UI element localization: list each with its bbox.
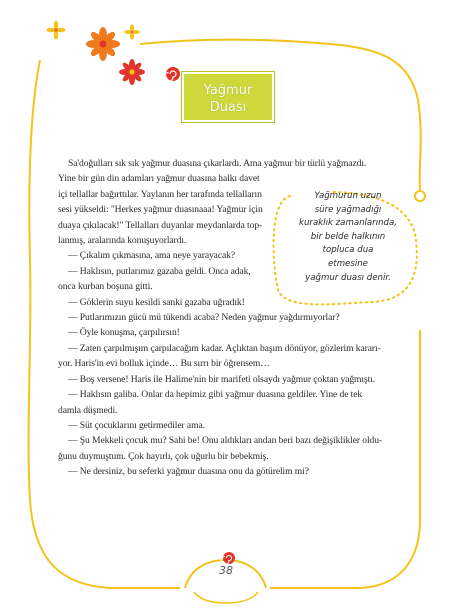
text-line: — Haklısın, putlarımız gazaba geldi. Onca adak, [68, 265, 251, 277]
text-line: ğunu duymuştum. Çok hayırlı, çok uğurlu bir bebekmiş. [58, 450, 269, 462]
text-line: — Ne dersiniz, bu seferki yağmur duasına onu da götürelim mi? [68, 466, 309, 478]
text-line: — Süt çocuklarını getirmediler ama. [68, 419, 205, 431]
note-line: etmesine [328, 258, 368, 269]
note-line: Yağmurun uzun [314, 191, 382, 201]
text-line: — Boş versene! Haris ile Halime'nin bir marifeti olsaydı yağmur çoktan yağmıştı. [68, 373, 376, 385]
flower-icon [119, 59, 145, 85]
text-line: — Zaten çarpılmışım çarpılacağım kadar. Açlıktan başım dönüyor, gözlerim kararı- [68, 342, 381, 354]
text-line: — Putlarımızın gücü mü tükendi acaba? Neden yağmur yağdırmıyorlar? [68, 312, 340, 324]
text-line: damla düşmedi. [58, 404, 118, 416]
text-line: lanmış, aralarında konuşuyorlardı. [58, 235, 187, 247]
text-line: — Göklerin suyu kesildi sanki gazaba uğradık! [68, 296, 245, 308]
text-line: sesi yükseldi: "Herkes yağmur duasınaaa! Yağmur için [58, 204, 263, 216]
flower-icon [86, 27, 120, 61]
text-line: yor. Haris'in evi bolluk içinde… Bu sırrı bir öğrensem… [58, 358, 270, 370]
text-line: içi tellallar bağırttılar. Yaylanın her tarafında tellalların [58, 188, 262, 200]
flower-icon [47, 21, 66, 40]
note-line: yağmur duası denir. [305, 272, 391, 283]
frame-curl-right [418, 100, 421, 190]
note-line: kuraklık zamanlarında, [298, 218, 398, 229]
chapter-title-line-1: Yağmur [203, 83, 253, 98]
page-number: 38 [219, 564, 233, 577]
text-line: duaya çıkılacak!" Tellalları duyanlar meydanlarda top- [58, 219, 263, 231]
text-line: — Öyle konuşma, çarpılırsın! [68, 327, 180, 339]
text-line: Yine bir gün din adamları yağmur duasına halkı davet [58, 173, 260, 185]
spiral-icon [221, 552, 235, 565]
story-text [58, 156, 416, 480]
note-line: süre yağmadığı [314, 204, 382, 215]
text-line: — Çıkalım çıkmasına, ama neye yarayacak? [68, 250, 236, 262]
text-line: — Haklısın galiba. Onlar da hepimiz gibi yağmur duasına geldiler. Yine de tek [68, 389, 363, 401]
chapter-title-line-2: Duası [209, 100, 247, 115]
note-line: topluca dua [322, 245, 374, 256]
note-line: bir belde halkının [310, 231, 386, 242]
flower-icon [124, 24, 139, 39]
text-line: — Şu Mekkeli çocuk mu? Sahi be! Onu aldıkları andan beri bazı değişiklikler oldu- [68, 435, 383, 447]
chapter-title-box [182, 72, 274, 122]
spiral-icon [164, 67, 180, 82]
text-line: onca kurban boşuna gitti. [58, 281, 153, 293]
text-line: Sa'doğulları sık sık yağmur duasına çıkarlardı. Ama yağmur bir türlü yağmazdı. [68, 158, 367, 169]
